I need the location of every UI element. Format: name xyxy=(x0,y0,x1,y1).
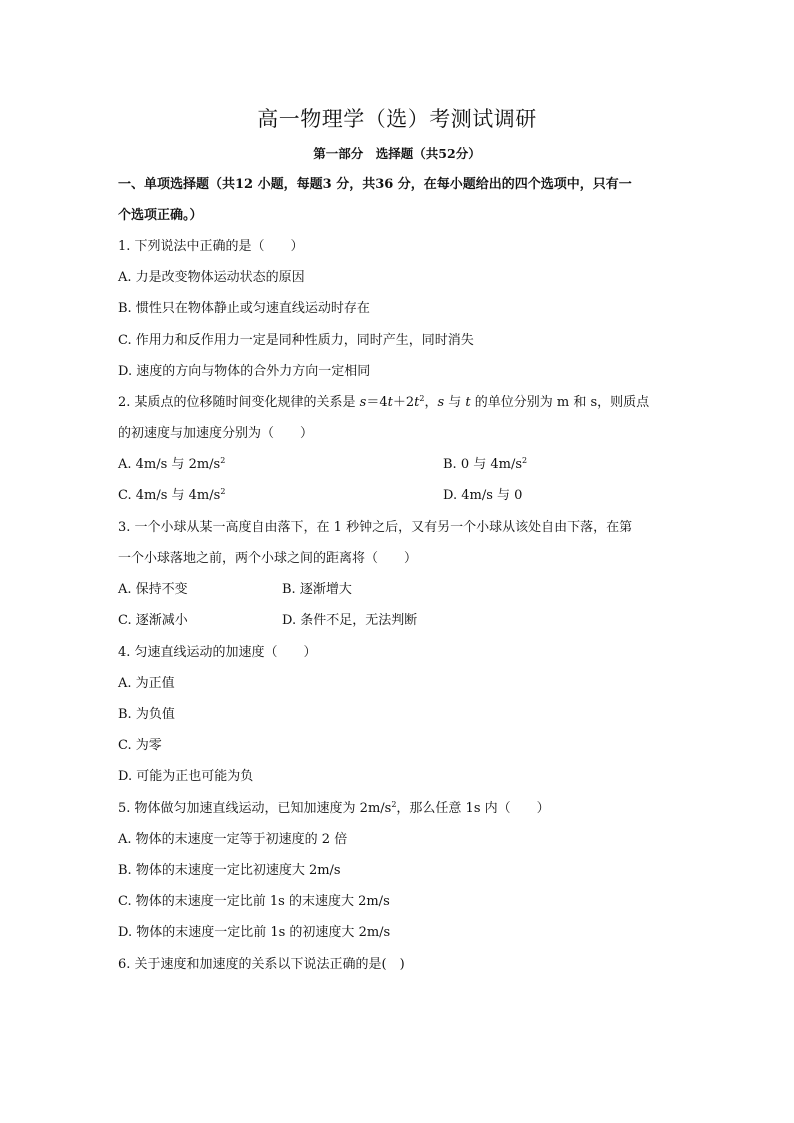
question-3-stem-line-1: 3. 一个小球从某一高度自由落下，在 1 秒钟之后，又有另一个小球从该处自由下落，在第 xyxy=(118,520,633,535)
question-4-option-b: B. 为负值 xyxy=(118,707,175,722)
formula-part: ＝4 xyxy=(366,395,388,410)
question-4-option-c: C. 为零 xyxy=(118,738,162,753)
option-text: B. 0 与 4m/s xyxy=(443,457,523,472)
formula-s: s xyxy=(359,395,367,410)
question-5-option-c: C. 物体的末速度一定比前 1s 的末速度大 2m/s xyxy=(118,894,390,909)
unit-exponent: 2 xyxy=(220,456,226,465)
question-5-option-a: A. 物体的末速度一定等于初速度的 2 倍 xyxy=(118,832,348,847)
question-4-option-a: A. 为正值 xyxy=(118,676,175,691)
question-2-stem-line-1 xyxy=(118,393,649,413)
question-2-option-c xyxy=(118,486,225,506)
question-1-option-a: A. 力是改变物体运动状态的原因 xyxy=(118,270,305,285)
formula-t: t xyxy=(414,395,420,410)
question-3-option-d: D. 条件不足，无法判断 xyxy=(282,613,418,628)
option-text: C. 4m/s 与 4m/s xyxy=(118,488,221,503)
question-1-option-b: B. 惯性只在物体静止或匀速直线运动时存在 xyxy=(118,301,370,316)
formula-part: ＋2 xyxy=(392,395,415,410)
option-text: A. 4m/s 与 2m/s xyxy=(118,457,221,472)
question-3-option-c: C. 逐渐减小 xyxy=(118,613,188,628)
question-2-option-b xyxy=(443,455,527,475)
question-2-stem-text: 与 xyxy=(444,395,466,410)
unit-exponent: 2 xyxy=(522,456,528,465)
question-5-stem-text: ，那么任意 1s 内（ ） xyxy=(396,801,550,816)
unit-exponent: 2 xyxy=(391,800,397,809)
question-5-stem xyxy=(118,799,550,819)
question-6-stem: 6. 关于速度和加速度的关系以下说法正确的是( ) xyxy=(118,957,405,972)
part-heading: 第一部分 选择题（共52分） xyxy=(313,146,481,161)
formula-t: t xyxy=(387,395,393,410)
question-2-stem-line-2: 的初速度与加速度分别为（ ） xyxy=(118,426,314,441)
question-2-option-a xyxy=(118,455,225,475)
question-2-option-d: D. 4m/s 与 0 xyxy=(443,488,523,503)
question-2-stem-text: 的单位分别为 m 和 s，则质点 xyxy=(470,395,650,410)
question-5-option-d: D. 物体的末速度一定比前 1s 的初速度大 2m/s xyxy=(118,925,391,940)
variable-s: s xyxy=(437,395,445,410)
question-1-stem: 1. 下列说法中正确的是（ ） xyxy=(118,239,304,254)
question-1-option-c: C. 作用力和反作用力一定是同种性质力，同时产生，同时消失 xyxy=(118,333,474,348)
section-instructions-line-1: 一、单项选择题（共12 小题，每题3 分，共36 分，在每小题给出的四个选项中，只有一 xyxy=(118,177,632,192)
formula-exponent: 2 xyxy=(419,394,425,403)
question-5-option-b: B. 物体的末速度一定比初速度大 2m/s xyxy=(118,863,341,878)
question-3-option-b: B. 逐渐增大 xyxy=(282,582,352,597)
question-4-stem: 4. 匀速直线运动的加速度（ ） xyxy=(118,645,317,660)
question-2-stem-text: ， xyxy=(424,395,438,410)
page-title: 高一物理学（选）考测试调研 xyxy=(257,107,537,131)
question-1-option-d: D. 速度的方向与物体的合外力方向一定相同 xyxy=(118,364,371,379)
unit-exponent: 2 xyxy=(220,487,226,496)
question-3-option-a: A. 保持不变 xyxy=(118,582,188,597)
question-5-stem-text: 5. 物体做匀加速直线运动，已知加速度为 2m/s xyxy=(118,801,392,816)
variable-t: t xyxy=(465,395,471,410)
section-instructions-line-2: 个选项正确。） xyxy=(118,208,203,223)
question-3-stem-line-2: 一个小球落地之前，两个小球之间的距离将（ ） xyxy=(118,551,418,566)
question-2-stem-text: 2. 某质点的位移随时间变化规律的关系是 xyxy=(118,395,360,410)
question-4-option-d: D. 可能为正也可能为负 xyxy=(118,769,254,784)
